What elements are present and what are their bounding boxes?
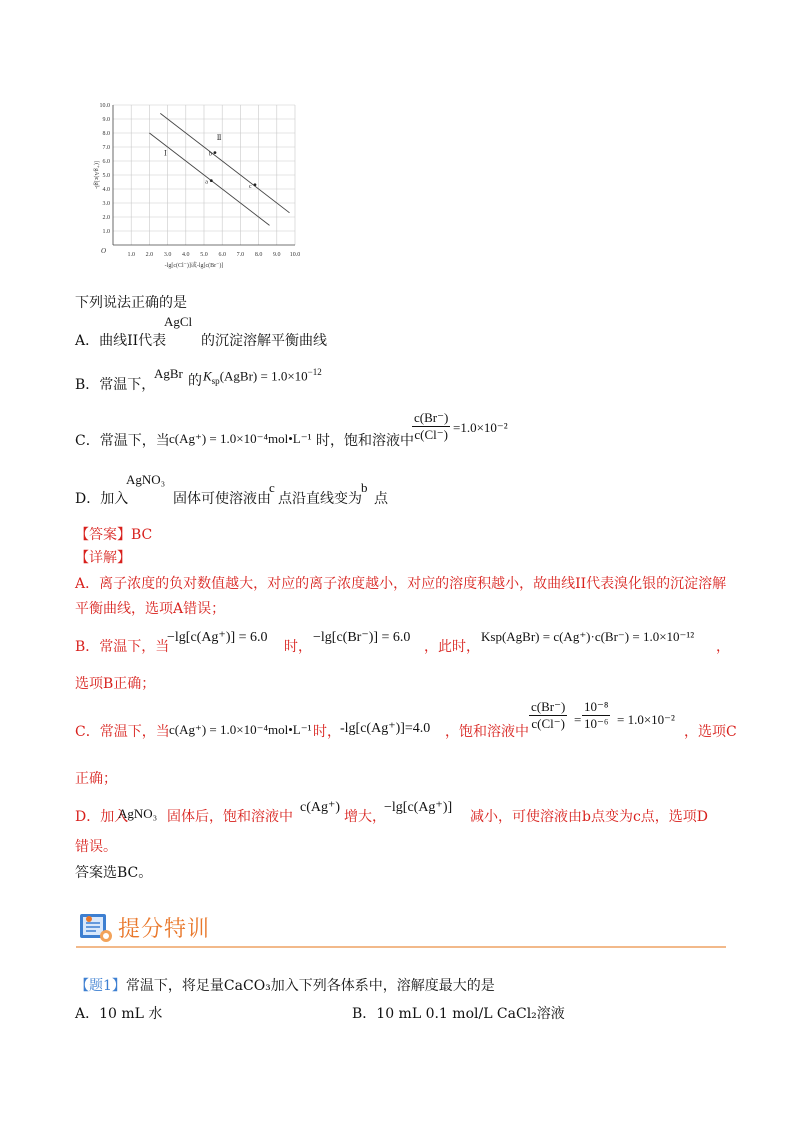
detail-c-fraction2 [582,699,610,732]
y-tick-label: 2.0 [102,215,110,221]
detail-c-tail: ，选项C [684,724,737,740]
point-label: c [248,183,252,190]
point-label: b [208,151,212,158]
detail-d-line2: 错误。 [75,839,117,855]
option-d-mid: 固体可使溶液由 [173,491,271,507]
detail-d-expr2: −lg[c(Ag⁺)] [384,800,453,815]
option-c-result: =1.0×10⁻² [453,420,508,435]
option-a-formula: AgCl [164,314,193,329]
x-tick-label: 8.0 [254,252,263,258]
y-tick-label: 9.0 [102,117,110,123]
question-stem: 下列说法正确的是 [75,295,187,311]
option-a [75,330,166,350]
option-d-formula: AgNO₃ [126,472,166,487]
detail-b-expr1: −lg[c(Ag⁺)] = 6.0 [167,630,268,645]
series-label: Ⅰ [163,149,167,158]
option-d-tail: 点 [374,491,388,507]
practice-stem: 常温下，将足量CaCO₃加入下列各体系中，溶解度最大的是 [125,978,495,994]
chart-points [205,151,256,190]
option-d-mid2: 点沿直线变为 [278,491,362,507]
option-b-de: 的 [188,373,202,389]
chart-ticks [93,103,300,269]
origin-label: O [101,247,107,255]
detail-c-num: c(Br⁻) [531,699,566,714]
option-b-ksp: $K_{sp}(AgBr) = 1.0\times 10^{-12}$ [203,367,322,386]
option-c-label: C．常温下，当 [75,433,170,449]
detail-b-expr3: Ksp(AgBr) = c(Ag⁺)·c(Br⁻) = 1.0×10⁻¹² [481,629,695,644]
data-point [214,151,217,154]
detail-b-line2: 选项B正确； [75,676,156,692]
detail-b-cishi: ，此时， [424,639,480,655]
option-d-b: b [361,480,368,495]
detail-d-zd: 增大， [344,809,386,825]
option-a-tail: 的沉淀溶解平衡曲线 [201,333,327,349]
y-tick-label: 10.0 [99,103,110,109]
y-tick-label: 8.0 [102,131,110,137]
detail-a-line1: A．离子浓度的负对数值越大，对应的离子浓度越小，对应的溶度积越小，故曲线II代表溴化银的沉淀溶解 [75,576,727,592]
data-point [254,183,257,186]
detail-c-mid: ，饱和溶液中 [445,724,529,740]
x-tick-label: 4.0 [182,252,190,258]
option-d-c: c [269,480,275,495]
option-c-mid: 时，饱和溶液中 [316,433,414,449]
x-tick-label: 10.0 [289,252,301,258]
data-point [210,179,213,182]
y-tick-label: 3.0 [102,201,110,207]
practice-option-a: A．10 mL 水 [75,1006,163,1022]
detail-label: 【详解】 [75,550,131,566]
x-tick-label: 9.0 [273,252,281,258]
y-tick-label: 4.0 [102,187,110,193]
detail-c-fraction1 [529,699,567,732]
answer-label: 【答案】BC [75,527,153,543]
detail-d-expr1: c(Ag⁺) [300,800,341,815]
x-tick-label: 7.0 [236,252,245,258]
x-tick-label: 2.0 [145,252,154,258]
detail-d-tail: 减小，可使溶液由b点变为c点，选项D [470,809,709,825]
detail-c-result: = 1.0×10⁻² [617,712,675,727]
y-tick-label: 6.0 [102,159,110,165]
option-a-label: A．曲线II代表 [75,333,167,349]
detail-d-formula: AgNO₃ [118,806,158,821]
y-tick-label: 1.0 [102,229,110,235]
option-c-fraction [412,410,450,443]
x-tick-label: 1.0 [127,252,135,258]
detail-b-pre: B．常温下，当 [75,639,170,655]
practice-question [75,975,495,995]
series-line [160,113,289,212]
detail-d-mid: 固体后，饱和溶液中 [167,809,293,825]
x-axis-label: -lg[c(Cl⁻)]或-lg[c(Br⁻)] [164,263,224,269]
detail-b-expr2: −lg[c(Br⁻)] = 6.0 [313,630,411,645]
option-d-label: D．加入 [75,491,129,507]
final-answer: 答案选BC。 [75,865,153,881]
banner-title: 提分特训 [118,917,211,942]
x-tick-label: 5.0 [200,252,208,258]
detail-b-tail: ， [716,639,730,655]
option-b-label: B．常温下， [75,377,156,393]
option-c-den: c(Cl⁻) [414,427,448,442]
chart-series [149,113,289,225]
y-tick-label: 7.0 [102,145,110,151]
detail-c-den2: 10⁻⁶ [584,716,609,731]
option-c-num: c(Br⁻) [414,410,449,425]
banner-divider [76,946,726,948]
banner-book-icon [76,908,116,944]
detail-c-expr2: -lg[c(Ag⁺)]=4.0 [340,721,431,736]
detail-a-line2: 平衡曲线，选项A错误； [75,601,226,617]
precipitation-chart [85,95,315,275]
option-b-formula: AgBr [154,366,183,381]
detail-d-pre: D．加入 [75,809,129,825]
practice-tag: 【题1】 [75,978,126,994]
point-label: a [205,179,208,186]
detail-c-shi: 时， [313,724,341,740]
y-tick-label: 5.0 [102,173,110,179]
series-label: Ⅱ [216,134,222,142]
practice-option-b: B．10 mL 0.1 mol/L CaCl₂溶液 [352,1006,565,1022]
detail-c-den: c(Cl⁻) [531,716,565,731]
detail-c-line2: 正确； [75,771,117,787]
y-axis-label: [(⁺gA)c]gl- [93,161,99,189]
detail-c-expr1: c(Ag⁺) = 1.0×10⁻⁴mol•L⁻¹ [169,722,312,737]
detail-c-num2: 10⁻⁸ [584,699,609,714]
x-tick-label: 3.0 [163,252,172,258]
detail-b-shi: 时， [284,639,312,655]
option-c-expr: c(Ag⁺) = 1.0×10⁻⁴mol•L⁻¹ [169,431,312,446]
x-tick-label: 6.0 [218,252,226,258]
detail-c-pre: C．常温下，当 [75,724,170,740]
